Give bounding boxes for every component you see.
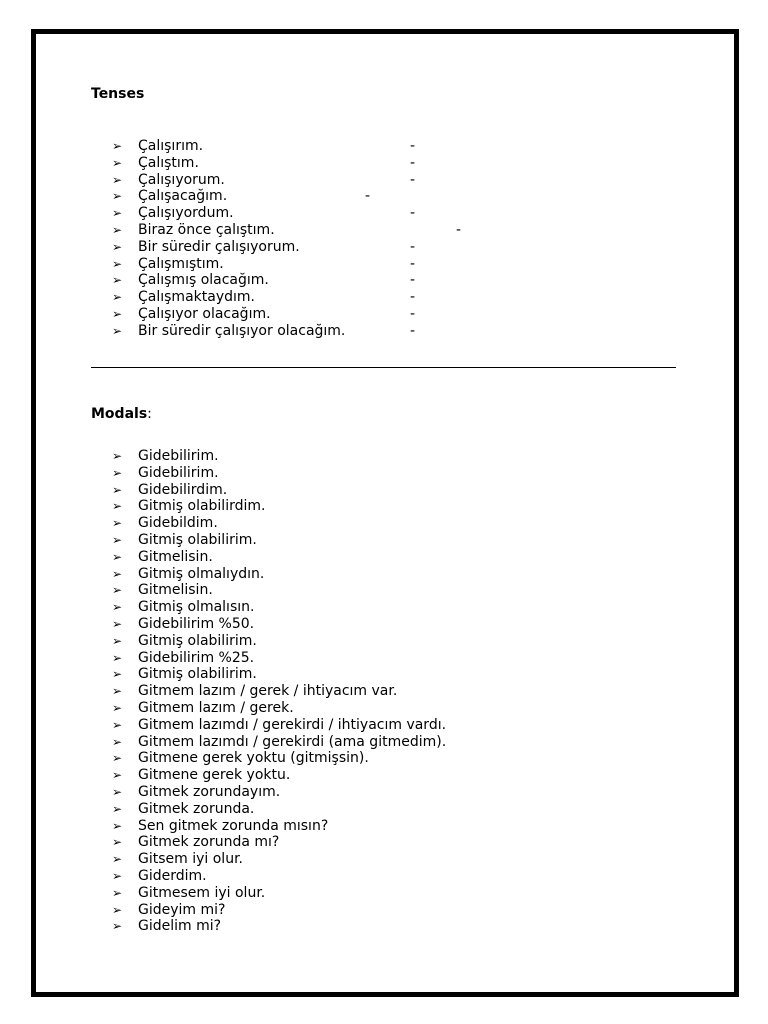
arrowhead-bullet-icon: ➢ bbox=[112, 684, 123, 699]
modal-text: Gidebilirdim. bbox=[138, 481, 228, 498]
arrowhead-bullet-icon: ➢ bbox=[112, 650, 123, 665]
modals-heading: Modals: bbox=[91, 406, 152, 422]
modal-text: Gitmene gerek yoktu. bbox=[138, 767, 291, 784]
modal-text: Gitmem lazımdı / gerekirdi (ama gitmedim). bbox=[138, 733, 447, 750]
arrowhead-bullet-icon: ➢ bbox=[112, 532, 123, 547]
modal-text: Gitmelisin. bbox=[138, 548, 213, 565]
arrowhead-bullet-icon: ➢ bbox=[112, 239, 123, 254]
tense-text: Çalışmıştım. bbox=[138, 255, 224, 272]
tense-dash: - bbox=[456, 221, 462, 238]
arrowhead-bullet-icon: ➢ bbox=[112, 482, 123, 497]
arrowhead-bullet-icon: ➢ bbox=[112, 206, 123, 221]
modal-text: Gidelim mi? bbox=[138, 918, 222, 935]
modal-text: Gitmesem iyi olur. bbox=[138, 884, 266, 901]
arrowhead-bullet-icon: ➢ bbox=[112, 600, 123, 615]
tense-dash: - bbox=[410, 154, 416, 171]
arrowhead-bullet-icon: ➢ bbox=[112, 449, 123, 463]
modal-text: Gitmelisin. bbox=[138, 582, 213, 599]
arrowhead-bullet-icon: ➢ bbox=[112, 222, 123, 237]
modal-text: Gideyim mi? bbox=[138, 901, 226, 918]
modal-text: Gidebilirim %50. bbox=[138, 615, 255, 632]
arrowhead-bullet-icon: ➢ bbox=[112, 902, 123, 917]
arrowhead-bullet-icon: ➢ bbox=[112, 189, 123, 204]
arrowhead-bullet-icon: ➢ bbox=[112, 172, 123, 187]
tense-text: Biraz önce çalıştım. bbox=[138, 221, 275, 238]
arrowhead-bullet-icon: ➢ bbox=[112, 919, 123, 934]
tense-dash: - bbox=[410, 138, 416, 154]
arrowhead-bullet-icon: ➢ bbox=[112, 616, 123, 631]
arrowhead-bullet-icon: ➢ bbox=[112, 667, 123, 682]
tense-dash: - bbox=[410, 255, 416, 272]
modal-text: Gitmek zorunda. bbox=[138, 800, 255, 817]
modal-text: Gitmiş olmalıydın. bbox=[138, 565, 265, 582]
arrowhead-bullet-icon: ➢ bbox=[112, 751, 123, 766]
tense-text: Çalışıyordum. bbox=[138, 205, 234, 222]
modal-text: Gitmiş olmalısın. bbox=[138, 599, 255, 616]
tenses-heading: Tenses bbox=[91, 86, 145, 102]
section-divider bbox=[91, 367, 676, 368]
tense-text: Çalışıyorum. bbox=[138, 171, 225, 188]
tense-dash: - bbox=[410, 171, 416, 188]
tense-dash: - bbox=[410, 272, 416, 289]
tense-text: Bir süredir çalışıyorum. bbox=[138, 238, 300, 255]
modal-text: Sen gitmek zorunda mısın? bbox=[138, 817, 329, 834]
arrowhead-bullet-icon: ➢ bbox=[112, 139, 123, 153]
arrowhead-bullet-icon: ➢ bbox=[112, 499, 123, 514]
modal-text: Gitmem lazım / gerek / ihtiyacım var. bbox=[138, 683, 398, 700]
arrowhead-bullet-icon: ➢ bbox=[112, 155, 123, 170]
arrowhead-bullet-icon: ➢ bbox=[112, 885, 123, 900]
arrowhead-bullet-icon: ➢ bbox=[112, 549, 123, 564]
arrowhead-bullet-icon: ➢ bbox=[112, 801, 123, 816]
arrowhead-bullet-icon: ➢ bbox=[112, 717, 123, 732]
modal-text: Gitmiş olabilirim. bbox=[138, 531, 257, 548]
tense-dash: - bbox=[410, 205, 416, 222]
modal-text: Gitmiş olabilirim. bbox=[138, 632, 257, 649]
arrowhead-bullet-icon: ➢ bbox=[112, 465, 123, 480]
arrowhead-bullet-icon: ➢ bbox=[112, 852, 123, 867]
modal-text: Gitmene gerek yoktu (gitmişsin). bbox=[138, 750, 369, 767]
tense-text: Çalışmaktaydım. bbox=[138, 289, 255, 306]
modal-text: Gidebilirim. bbox=[138, 464, 219, 481]
modal-text: Gitmek zorunda mı? bbox=[138, 834, 280, 851]
tense-text: Çalışıyor olacağım. bbox=[138, 305, 271, 322]
tense-dash: - bbox=[410, 238, 416, 255]
tense-text: Çalışırım. bbox=[138, 138, 204, 154]
tense-text: Bir süredir çalışıyor olacağım. bbox=[138, 322, 346, 339]
arrowhead-bullet-icon: ➢ bbox=[112, 818, 123, 833]
tense-text: Çalışacağım. bbox=[138, 188, 228, 205]
arrowhead-bullet-icon: ➢ bbox=[112, 566, 123, 581]
arrowhead-bullet-icon: ➢ bbox=[112, 323, 123, 338]
arrowhead-bullet-icon: ➢ bbox=[112, 256, 123, 271]
arrowhead-bullet-icon: ➢ bbox=[112, 700, 123, 715]
modal-text: Gitmem lazım / gerek. bbox=[138, 699, 294, 716]
tense-dash: - bbox=[410, 322, 416, 339]
modal-text: Gitmem lazımdı / gerekirdi / ihtiyacım vardı. bbox=[138, 716, 447, 733]
modal-text: Gitmek zorundayım. bbox=[138, 783, 281, 800]
tense-dash: - bbox=[410, 289, 416, 306]
arrowhead-bullet-icon: ➢ bbox=[112, 583, 123, 598]
tense-dash: - bbox=[410, 305, 416, 322]
arrowhead-bullet-icon: ➢ bbox=[112, 516, 123, 531]
modal-text: Gidebildim. bbox=[138, 515, 218, 532]
arrowhead-bullet-icon: ➢ bbox=[112, 835, 123, 850]
arrowhead-bullet-icon: ➢ bbox=[112, 290, 123, 305]
tense-text: Çalıştım. bbox=[138, 154, 199, 171]
modal-text: Gitsem iyi olur. bbox=[138, 851, 243, 868]
arrowhead-bullet-icon: ➢ bbox=[112, 868, 123, 883]
modal-text: Giderdim. bbox=[138, 867, 207, 884]
arrowhead-bullet-icon: ➢ bbox=[112, 306, 123, 321]
tense-dash: - bbox=[365, 188, 371, 205]
arrowhead-bullet-icon: ➢ bbox=[112, 273, 123, 288]
modal-text: Gidebilirim %25. bbox=[138, 649, 255, 666]
arrowhead-bullet-icon: ➢ bbox=[112, 768, 123, 783]
arrowhead-bullet-icon: ➢ bbox=[112, 784, 123, 799]
modal-text: Gidebilirim. bbox=[138, 448, 219, 464]
modal-text: Gitmiş olabilirim. bbox=[138, 666, 257, 683]
arrowhead-bullet-icon: ➢ bbox=[112, 633, 123, 648]
modal-text: Gitmiş olabilirdim. bbox=[138, 498, 266, 515]
arrowhead-bullet-icon: ➢ bbox=[112, 734, 123, 749]
tense-text: Çalışmış olacağım. bbox=[138, 272, 269, 289]
